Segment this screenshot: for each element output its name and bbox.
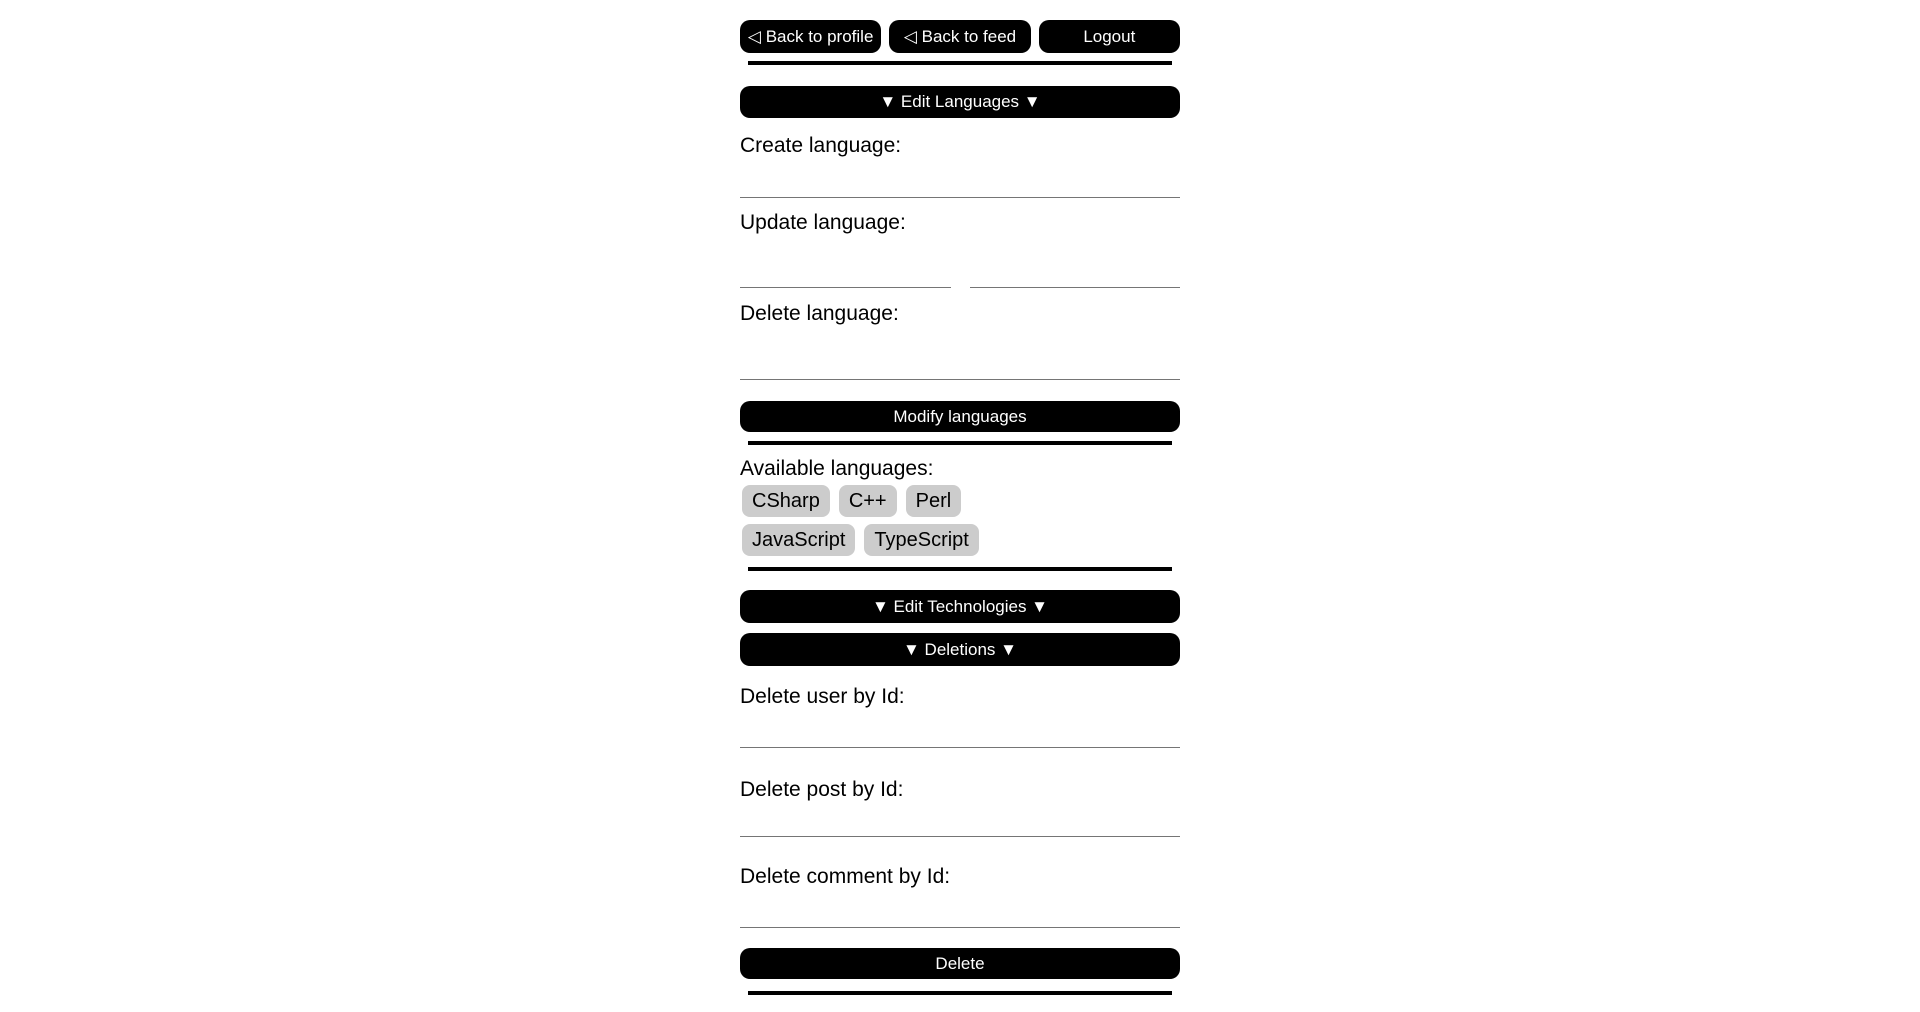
language-chip: CSharp	[742, 485, 830, 517]
top-button-row	[740, 20, 1180, 53]
language-chip: C++	[839, 485, 897, 517]
update-language-inputs	[740, 252, 1180, 288]
delete-user-label: Delete user by Id:	[740, 685, 905, 708]
update-language-label: Update language:	[740, 211, 906, 234]
available-languages-list	[742, 485, 1082, 556]
edit-technologies-toggle-button[interactable]: ▼ Edit Technologies ▼	[740, 590, 1180, 623]
back-to-feed-button[interactable]: ◁ Back to feed	[889, 20, 1030, 53]
delete-post-label: Delete post by Id:	[740, 778, 904, 801]
section-divider	[748, 567, 1172, 571]
edit-languages-toggle-button[interactable]: ▼ Edit Languages ▼	[740, 86, 1180, 118]
back-to-profile-button[interactable]: ◁ Back to profile	[740, 20, 881, 53]
delete-comment-label: Delete comment by Id:	[740, 865, 951, 888]
available-languages-label: Available languages:	[740, 457, 934, 480]
language-chip: Perl	[906, 485, 962, 517]
delete-button[interactable]: Delete	[740, 948, 1180, 979]
section-divider	[748, 991, 1172, 995]
modify-languages-button[interactable]: Modify languages	[740, 401, 1180, 432]
section-divider	[748, 61, 1172, 65]
language-chip: JavaScript	[742, 524, 855, 556]
update-language-old-input[interactable]	[740, 252, 951, 288]
content-column	[740, 0, 1180, 1012]
update-language-new-input[interactable]	[970, 252, 1181, 288]
deletions-toggle-button[interactable]: ▼ Deletions ▼	[740, 633, 1180, 666]
create-language-input[interactable]	[740, 162, 1180, 198]
delete-language-label: Delete language:	[740, 302, 899, 325]
language-chip: TypeScript	[864, 524, 978, 556]
create-language-label: Create language:	[740, 134, 902, 157]
delete-post-id-input[interactable]	[740, 801, 1180, 837]
logout-button[interactable]: Logout	[1039, 20, 1180, 53]
section-divider	[748, 441, 1172, 445]
delete-comment-id-input[interactable]	[740, 892, 1180, 928]
delete-user-id-input[interactable]	[740, 712, 1180, 748]
delete-language-input[interactable]	[740, 344, 1180, 380]
